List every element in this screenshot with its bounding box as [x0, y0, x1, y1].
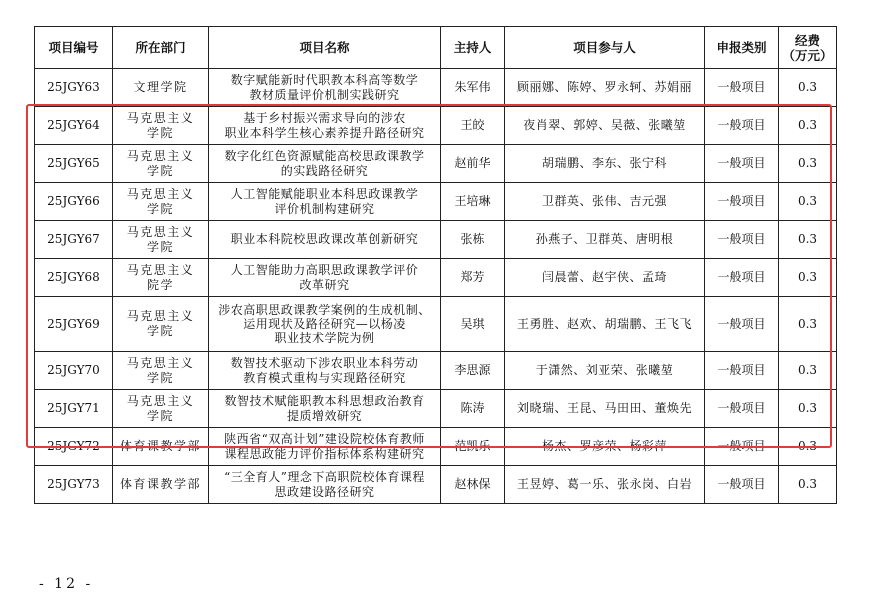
- table-row: [35, 352, 837, 390]
- cell-fund: 0.3: [779, 145, 837, 183]
- table-row: [35, 297, 837, 352]
- table-row: [35, 69, 837, 107]
- cell-type: 一般项目: [705, 428, 779, 466]
- header-host: 主持人: [441, 27, 505, 69]
- table-row: [35, 466, 837, 504]
- header-name: 项目名称: [209, 27, 441, 69]
- cell-type: 一般项目: [705, 352, 779, 390]
- cell-members: 卫群英、张伟、吉元强: [505, 183, 705, 221]
- cell-code: 25JGY65: [35, 145, 113, 183]
- cell-code: 25JGY71: [35, 390, 113, 428]
- cell-dept: 马克思主义 学院: [113, 183, 209, 221]
- cell-dept: 马克思主义 学院: [113, 352, 209, 390]
- table-row: [35, 145, 837, 183]
- header-row: [35, 27, 837, 69]
- cell-name: 数字化红色资源赋能高校思政课教学 的实践路径研究: [209, 145, 441, 183]
- cell-host: 赵林保: [441, 466, 505, 504]
- cell-fund: 0.3: [779, 69, 837, 107]
- cell-type: 一般项目: [705, 466, 779, 504]
- cell-host: 吴琪: [441, 297, 505, 352]
- cell-host: 王皎: [441, 107, 505, 145]
- table-row: [35, 221, 837, 259]
- cell-name: 数智技术驱动下涉农职业本科劳动 教育模式重构与实现路径研究: [209, 352, 441, 390]
- cell-code: 25JGY67: [35, 221, 113, 259]
- cell-code: 25JGY63: [35, 69, 113, 107]
- cell-fund: 0.3: [779, 390, 837, 428]
- cell-code: 25JGY64: [35, 107, 113, 145]
- cell-name: 数字赋能新时代职教本科高等数学 教材质量评价机制实践研究: [209, 69, 441, 107]
- cell-dept: 体育课教学部: [113, 466, 209, 504]
- table-row: [35, 107, 837, 145]
- cell-code: 25JGY66: [35, 183, 113, 221]
- cell-code: 25JGY68: [35, 259, 113, 297]
- cell-fund: 0.3: [779, 466, 837, 504]
- cell-name: 涉农高职思政课教学案例的生成机制、 运用现状及路径研究—以杨凌 职业技术学院为例: [209, 297, 441, 352]
- cell-host: 郑芳: [441, 259, 505, 297]
- table-row: [35, 428, 837, 466]
- cell-members: 王勇胜、赵欢、胡瑞鹏、王飞飞: [505, 297, 705, 352]
- cell-name: 人工智能赋能职业本科思政课教学 评价机制构建研究: [209, 183, 441, 221]
- cell-code: 25JGY69: [35, 297, 113, 352]
- cell-host: 范凯乐: [441, 428, 505, 466]
- cell-dept: 马克思主义 学院: [113, 297, 209, 352]
- header-code: 项目编号: [35, 27, 113, 69]
- cell-code: 25JGY73: [35, 466, 113, 504]
- page-number: - 12 -: [39, 576, 94, 592]
- header-type: 申报类别: [705, 27, 779, 69]
- cell-type: 一般项目: [705, 183, 779, 221]
- table-row: [35, 259, 837, 297]
- cell-fund: 0.3: [779, 297, 837, 352]
- table-row: [35, 183, 837, 221]
- cell-name: 基于乡村振兴需求导向的涉农 职业本科学生核心素养提升路径研究: [209, 107, 441, 145]
- cell-members: 胡瑞鹏、李东、张宁科: [505, 145, 705, 183]
- cell-host: 李思源: [441, 352, 505, 390]
- cell-name: “三全育人”理念下高职院校体育课程 思政建设路径研究: [209, 466, 441, 504]
- header-fund: 经费 （万元）: [779, 27, 837, 69]
- project-table: [34, 26, 837, 504]
- cell-dept: 文理学院: [113, 69, 209, 107]
- cell-dept: 体育课教学部: [113, 428, 209, 466]
- cell-code: 25JGY72: [35, 428, 113, 466]
- cell-name: 陕西省“双高计划”建设院校体育教师 课程思政能力评价指标体系构建研究: [209, 428, 441, 466]
- cell-members: 刘晓瑞、王昆、马田田、董焕先: [505, 390, 705, 428]
- cell-dept: 马克思主义 学院: [113, 221, 209, 259]
- cell-name: 职业本科院校思政课改革创新研究: [209, 221, 441, 259]
- cell-members: 闫晨蕾、赵宇侠、孟琦: [505, 259, 705, 297]
- header-members: 项目参与人: [505, 27, 705, 69]
- cell-fund: 0.3: [779, 259, 837, 297]
- cell-fund: 0.3: [779, 428, 837, 466]
- cell-members: 孙燕子、卫群英、唐明根: [505, 221, 705, 259]
- cell-fund: 0.3: [779, 352, 837, 390]
- cell-type: 一般项目: [705, 145, 779, 183]
- cell-name: 数智技术赋能职教本科思想政治教育 提质增效研究: [209, 390, 441, 428]
- cell-type: 一般项目: [705, 221, 779, 259]
- cell-code: 25JGY70: [35, 352, 113, 390]
- cell-type: 一般项目: [705, 390, 779, 428]
- cell-dept: 马克思主义 学院: [113, 390, 209, 428]
- cell-host: 赵前华: [441, 145, 505, 183]
- cell-dept: 马克思主义 院学: [113, 259, 209, 297]
- cell-type: 一般项目: [705, 259, 779, 297]
- cell-fund: 0.3: [779, 221, 837, 259]
- cell-fund: 0.3: [779, 107, 837, 145]
- cell-dept: 马克思主义 学院: [113, 107, 209, 145]
- cell-name: 人工智能助力高职思政课教学评价 改革研究: [209, 259, 441, 297]
- cell-fund: 0.3: [779, 183, 837, 221]
- cell-host: 陈涛: [441, 390, 505, 428]
- cell-members: 于潇然、刘亚荣、张曦堃: [505, 352, 705, 390]
- cell-type: 一般项目: [705, 69, 779, 107]
- cell-type: 一般项目: [705, 107, 779, 145]
- cell-type: 一般项目: [705, 297, 779, 352]
- cell-host: 朱军伟: [441, 69, 505, 107]
- cell-members: 王昱婷、葛一乐、张永岗、白岩: [505, 466, 705, 504]
- cell-dept: 马克思主义 学院: [113, 145, 209, 183]
- table-row: [35, 390, 837, 428]
- header-dept: 所在部门: [113, 27, 209, 69]
- cell-members: 杨杰、罗彦荣、杨彩萍: [505, 428, 705, 466]
- cell-members: 顾丽娜、陈婷、罗永轲、苏娟丽: [505, 69, 705, 107]
- cell-host: 王培琳: [441, 183, 505, 221]
- cell-members: 夜肖翠、郭婷、吴薇、张曦堃: [505, 107, 705, 145]
- cell-host: 张栋: [441, 221, 505, 259]
